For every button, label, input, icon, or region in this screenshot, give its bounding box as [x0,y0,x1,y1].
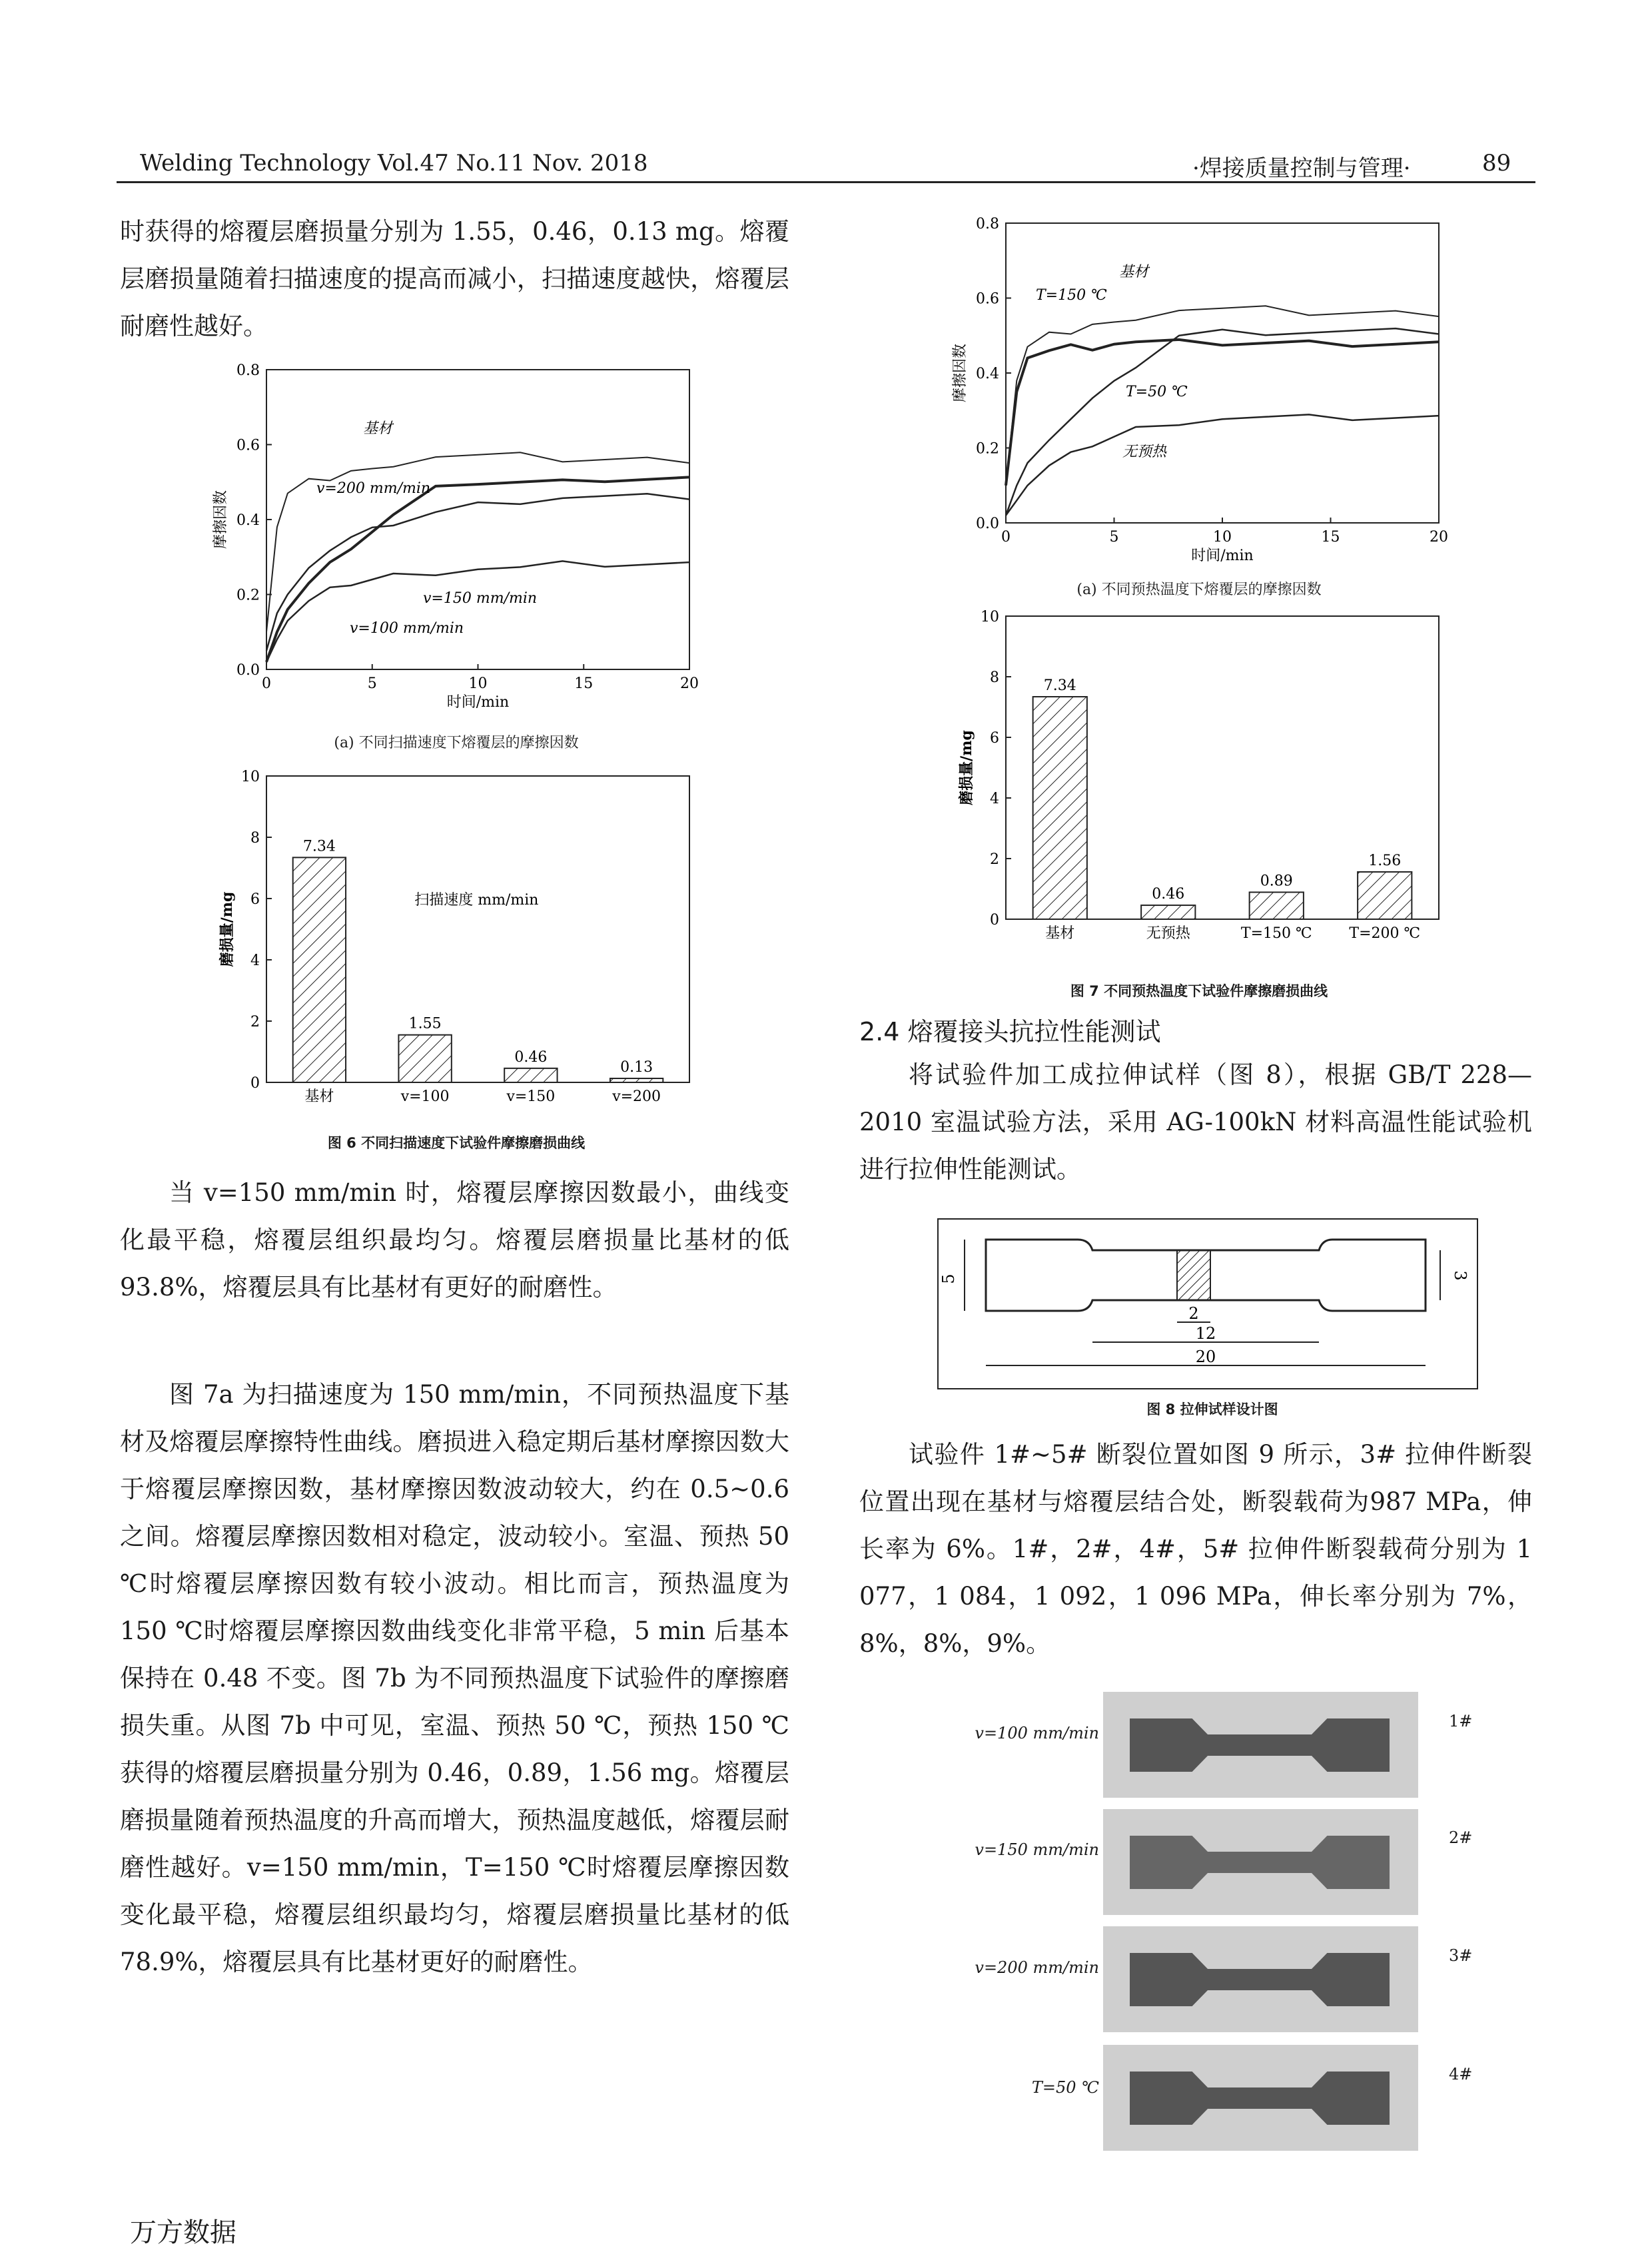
fig6a-ytick-label: 0.4 [236,512,260,529]
fig7a-ytick-label: 0.0 [976,516,999,532]
right-paragraph-2-text: 试验件 1#~5# 断裂位置如图 9 所示，3# 拉伸件断裂位置出现在基材与熔覆层结合处，断裂载荷为987 MPa，伸长率为 6%。1#，2#，4#，5# 拉伸件断裂载荷分别为 1 077，1 084，1 092，1 096 MPa，伸长率分别为 7%，8%，8%，9%。 [859,1440,1532,1658]
fig6a-series-label: v=100 mm/min [350,620,464,637]
fig7a-xtick-label: 15 [1321,529,1340,546]
fig6b-data-label: 0.13 [620,1059,653,1076]
fig7b-category-label: 无预热 [1146,925,1190,942]
fig6b-category-label: v=200 [612,1088,661,1105]
page-number: 89 [1482,150,1511,177]
specimen-1 [1130,1718,1390,1772]
fig7a-ytick-label: 0.6 [976,290,999,308]
fig7a-series-label: 基材 [1119,264,1149,280]
fig7b-data-label: 7.34 [1043,677,1076,695]
fig7-caption: 图 7 不同预热温度下试验件摩擦磨损曲线 [1070,983,1328,999]
fig6b-data-label: 1.55 [408,1015,442,1032]
fig7b-ytick-label: 6 [990,730,999,747]
fig6a-ytick-label: 0.0 [236,662,260,679]
fig7a-ytick-label: 0.8 [976,216,999,232]
fig6b-bar [504,1068,557,1082]
fig7a-ylabel: 摩擦因数 [952,343,969,403]
fig7b-ytick-label: 10 [981,609,999,625]
fig7a-subcaption: (a) 不同预热温度下熔覆层的摩擦因数 [1076,581,1322,598]
fig8-specimen-drawing [933,1216,1492,1395]
fig6b-ytick-label: 0 [250,1075,260,1092]
fig7b-ytick-label: 2 [990,851,999,868]
fig7a-xtick-label: 20 [1430,529,1448,546]
fig9-label-2: v=150 mm/min [975,1840,1099,1859]
specimen-photo-4 [1103,2045,1418,2151]
fig7b-bar [1358,872,1412,919]
fig6b-ytick-label: 10 [241,769,260,785]
left-paragraph-3-text: 图 7a 为扫描速度为 150 mm/min，不同预热温度下基材及熔覆层摩擦特性曲线。磨损进入稳定期后基材摩擦因数大于熔覆层摩擦因数，基材摩擦因数波动较大，约在 0.5~0.6 之间。熔覆层摩擦因数相对稳定，波动较小。室温、预热 50 ℃时熔覆层摩擦因数有较小波动。相比而言，预热温度为 150 ℃时熔覆层摩擦因数曲线变化非常平稳，5 min 后基本保持在 0.48 不变。图 7b 为不同预热温度下试验件的摩擦磨损失重。从图 7b 中可见，室温、预热 50 ℃，预热 150 ℃获得的熔覆层磨损量分别为 0.46，0.89，1.56 mg。熔覆层磨损量随着预热温度的升高而增大，预热温度越低，熔覆层耐磨性越好。v=150 mm/min，T=150 ℃时熔覆层摩擦因数变化最平稳，熔覆层组织最均匀，熔覆层磨损量比基材的低 78.9%，熔覆层具有比基材更好的耐磨性。 [120,1380,789,1976]
dim-3: 3 [1451,1270,1469,1281]
fig7b-category-label: T=150 ℃ [1240,925,1312,942]
fig6a-series-line [266,561,689,661]
specimen-photo-1 [1103,1692,1418,1798]
fig6b-wear-bar-chart [200,766,713,1112]
fig6a-subcaption: (a) 不同扫描速度下熔覆层的摩擦因数 [334,735,579,751]
fig6b-data-label: 0.46 [514,1048,548,1066]
dim-12: 12 [1195,1324,1216,1343]
fig7b-ylabel: 磨损量/mg [958,730,975,805]
fig7a-ytick-label: 0.2 [976,440,999,458]
header-rule [117,181,1535,183]
fig7a-series-label: T=150 ℃ [1036,287,1107,304]
fig6a-ylabel: 摩擦因数 [212,490,229,550]
fig7a-series-label: 无预热 [1122,444,1167,460]
fig6a-xtick-label: 10 [468,675,488,692]
specimen-4 [1130,2072,1390,2125]
fig6b-category-label: v=150 [506,1088,556,1105]
fig7b-data-label: 0.89 [1260,873,1293,890]
fig6a-series-label: 基材 [363,420,393,437]
fig6b-ytick-label: 6 [250,891,260,908]
specimen-2 [1130,1836,1390,1889]
left-paragraph-1 [120,208,789,350]
fig6a-series-line [266,494,689,651]
fig6b-category-label: v=100 [400,1088,450,1105]
fig7a-xtick-label: 0 [1001,529,1011,546]
fig6a-ytick-label: 0.6 [236,437,260,454]
fig9-id-2: 2# [1449,1828,1473,1847]
watermark: 万方数据 [130,2217,236,2248]
fig7a-xlabel: 时间/min [1191,548,1254,564]
fig7b-ytick-label: 4 [990,791,999,807]
fig7a-plot-frame [1006,223,1439,523]
fig6a-xtick-label: 0 [262,675,271,692]
fig7a-series-line [1006,414,1439,515]
fig6a-series-label: v=150 mm/min [423,590,538,607]
dim-20: 20 [1195,1347,1216,1366]
cladding-zone [1177,1250,1210,1300]
specimen-photo-2 [1103,1809,1418,1915]
fig7b-category-label: T=200 ℃ [1349,925,1421,942]
left-paragraph-3 [120,1371,789,1986]
journal-header: Welding Technology Vol.47 No.11 Nov. 2018 [140,150,648,177]
fig7a-series-line [1006,340,1439,486]
fig6a-xtick-label: 5 [367,675,377,692]
left-paragraph-2 [120,1169,789,1311]
fig7a-series-line [1006,306,1439,486]
fig6-caption: 图 6 不同扫描速度下试验件摩擦磨损曲线 [327,1135,586,1151]
fig6a-xtick-label: 20 [680,675,699,692]
fig6b-ytick-label: 2 [250,1014,260,1030]
left-paragraph-2-text: 当 v=150 mm/min 时，熔覆层摩擦因数最小，曲线变化最平稳，熔覆层组织最均匀。熔覆层磨损量比基材的低 93.8%，熔覆层具有比基材有更好的耐磨性。 [120,1178,789,1302]
fig7a-xtick-label: 10 [1213,529,1232,546]
fig7b-bar [1141,905,1195,919]
fig7a-series-line [1006,328,1439,516]
right-paragraph-2 [859,1431,1532,1667]
fig7a-series-label: T=50 ℃ [1126,384,1188,400]
fig6a-xtick-label: 15 [574,675,594,692]
fig8-caption: 图 8 拉伸试样设计图 [1146,1401,1278,1417]
fig6a-friction-chart [200,360,713,753]
specimen-photo-3 [1103,1926,1418,2032]
dim-2: 2 [1188,1304,1199,1323]
fig6b-bar [293,857,346,1082]
fig7a-ytick-label: 0.4 [976,366,999,382]
fig6b-data-label: 7.34 [302,838,336,855]
fig6b-inner-label: 扫描速度 mm/min [414,892,539,909]
fig6a-ytick-label: 0.8 [236,362,260,379]
fig9-id-4: 4# [1449,2065,1473,2083]
fig6a-xlabel: 时间/min [446,694,510,711]
dim-5: 5 [939,1274,958,1284]
fig6b-ytick-label: 4 [250,952,260,969]
fig6a-plot-frame [266,370,689,669]
specimen-3 [1130,1953,1390,2006]
section-title: 2.4 熔覆接头抗拉性能测试 [859,1017,1161,1046]
fig6b-category-label: 基材 [304,1088,334,1105]
fig6a-series-label: v=200 mm/min [316,480,431,497]
fig6b-ytick-label: 8 [250,830,260,847]
fig9-label-3: v=200 mm/min [975,1958,1099,1977]
fig7b-ytick-label: 8 [990,669,999,686]
fig6a-ytick-label: 0.2 [236,587,260,604]
fig7a-friction-chart [939,206,1459,579]
fig9-id-3: 3# [1449,1946,1473,1965]
right-paragraph-1-text: 将试验件加工成拉伸试样（图 8），根据 GB/T 228—2010 室温试验方法，采用 AG-100kN 材料高温性能试验机进行拉伸性能测试。 [859,1060,1532,1184]
fig7b-wear-bar-chart [939,606,1459,946]
fig9-label-4: T=50 ℃ [1031,2078,1099,2097]
fig7b-data-label: 1.56 [1368,853,1402,870]
fig7b-category-label: 基材 [1045,925,1075,942]
section-header: ·焊接质量控制与管理· [1192,155,1411,182]
fig9-label-1: v=100 mm/min [975,1724,1099,1742]
fig6b-ylabel: 磨损量/mg [218,891,236,967]
fig6b-bar [610,1078,663,1082]
fig7b-bar [1250,893,1304,919]
fig7b-data-label: 0.46 [1152,886,1185,903]
fig7a-xtick-label: 5 [1109,529,1119,546]
right-paragraph-1 [859,1051,1532,1193]
left-paragraph-1-text: 时获得的熔覆层磨损量分别为 1.55，0.46，0.13 mg。熔覆层磨损量随着扫描速度的提高而减小，扫描速度越快，熔覆层耐磨性越好。 [120,217,789,340]
fig9-id-1: 1# [1449,1712,1473,1730]
fig6b-bar [398,1035,451,1082]
fig7b-ytick-label: 0 [990,912,999,929]
fig7b-bar [1033,697,1087,919]
